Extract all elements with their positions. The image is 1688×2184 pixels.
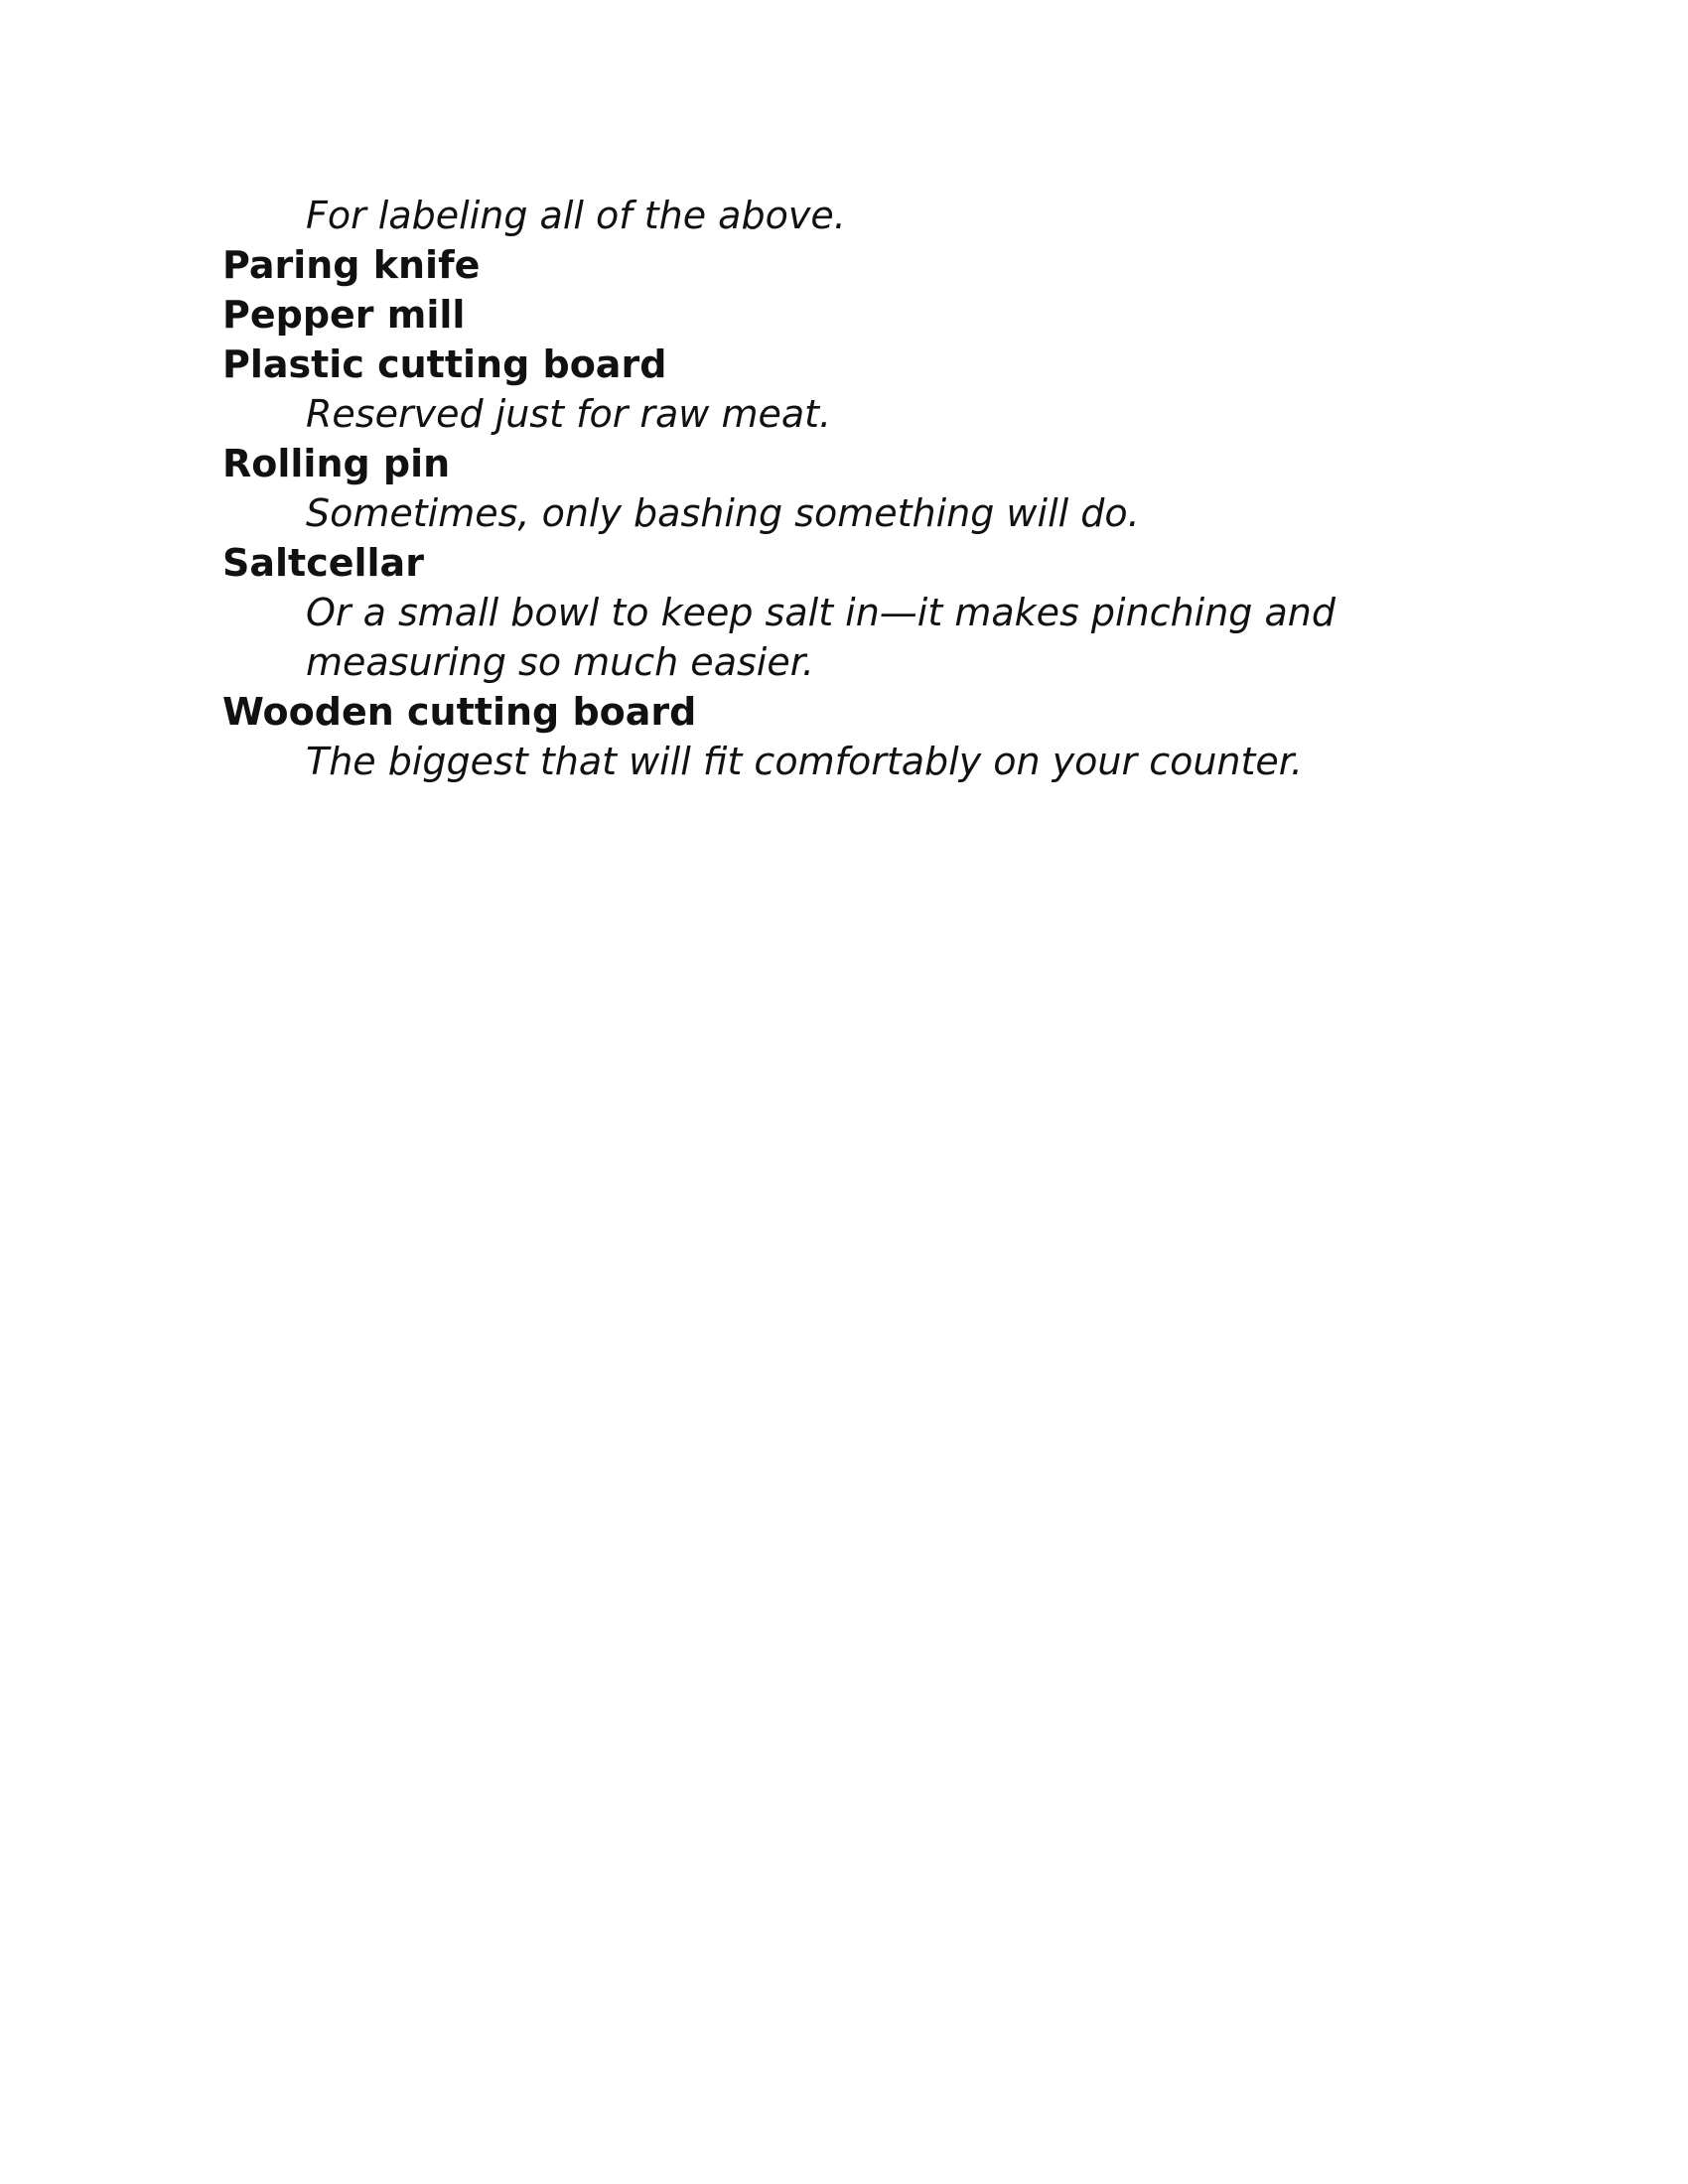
item-note: measuring so much easier. <box>306 640 814 684</box>
item-name: Rolling pin <box>222 442 451 485</box>
item-note: Reserved just for raw meat. <box>306 392 832 436</box>
item-name: Saltcellar <box>222 541 424 585</box>
item-note: Or a small bowl to keep salt in—it makes pinching and <box>306 591 1336 634</box>
equipment-list <box>222 191 1464 786</box>
item-note: Sometimes, only bashing something will do. <box>306 491 1140 535</box>
item-name: Paring knife <box>222 243 481 287</box>
item-name: Pepper mill <box>222 293 466 337</box>
item-name: Plastic cutting board <box>222 342 667 386</box>
item-name: Wooden cutting board <box>222 690 697 734</box>
item-note: The biggest that will fit comfortably on your counter. <box>306 740 1304 783</box>
item-note: For labeling all of the above. <box>306 194 846 237</box>
